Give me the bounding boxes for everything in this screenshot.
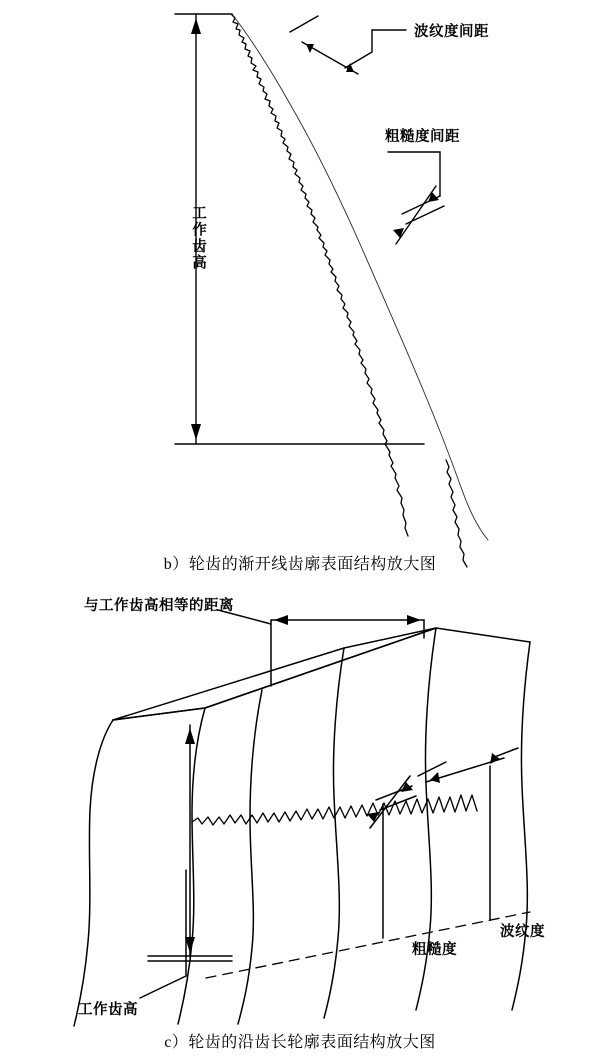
dim-arrow-top-c [185,728,195,744]
nominal-profile-curve [232,14,488,540]
caption-figure-c: c）轮齿的沿齿长轮廓表面结构放大图 [164,1034,436,1051]
top-dim-arrow-right [407,615,421,625]
label-roughness-spacing: 粗糙度间距 [385,129,460,145]
working-height-leader-diagonal [140,976,186,998]
right-flank-curve [512,642,530,1010]
waviness-caliper-left-c [418,762,446,776]
dim-arrow-bottom [191,424,201,440]
left-inner-flank-curve [178,708,205,1024]
label-working-tooth-height-c: 工作齿高 [78,1002,138,1018]
mid-flank-curve-2 [324,648,344,1018]
caption-figure-b: b）轮齿的渐开线齿廓表面结构放大图 [163,556,437,573]
left-flank-curve [74,720,113,1026]
label-waviness-spacing: 波纹度间距 [414,24,489,40]
waviness-arrow-right-c [490,753,500,764]
roughness-dim-line-c [370,776,410,828]
waviness-caliper-left [290,16,318,32]
figure-c-drawing [0,590,600,1056]
top-face-front [205,628,436,708]
top-face-edge [113,628,530,720]
roughness-dim-line [396,186,436,244]
figure-c [0,590,600,1056]
label-roughness-c: 粗糙度 [412,942,457,958]
dim-arrow-top [191,18,201,34]
label-working-tooth-height-b: 工作齿高 [190,205,206,271]
roughness-arrow-lower [393,228,404,238]
dashed-base-line [206,912,530,978]
top-face-front-left [113,708,205,720]
mid-flank-curve-1 [238,690,262,1024]
waviness-arrow-left-c [430,772,440,783]
label-distance-equal-working-height: 与工作齿高相等的距离 [84,598,234,614]
top-dim-arrow-left [274,615,288,625]
measured-profile-curve [232,15,408,536]
crest-back-edge [113,628,436,720]
label-waviness-c: 波纹度 [500,924,545,940]
